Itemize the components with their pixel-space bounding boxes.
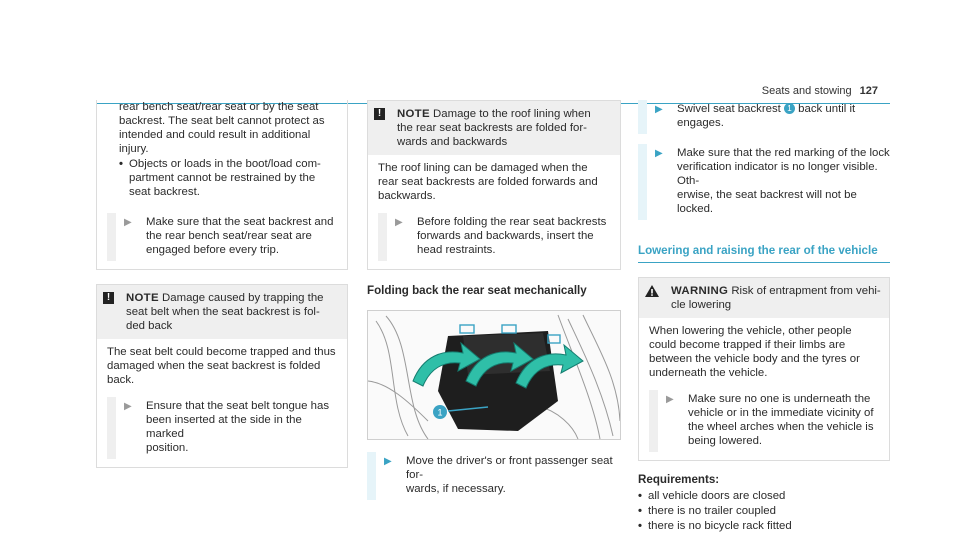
instruction-step	[638, 100, 890, 134]
list-item-text: there is no trailer coupled	[648, 505, 776, 517]
exclamation-icon: !	[374, 108, 385, 120]
intro-line: backrest. The seat belt cannot protect as	[119, 115, 325, 127]
column-3	[638, 100, 890, 533]
step-line: been inserted at the side in the marked	[146, 414, 302, 440]
list-item-line: Objects or loads in the boot/load com-	[129, 158, 321, 170]
note-head-line: wards and backwards	[397, 136, 508, 148]
list-item-text: all vehicle doors are closed	[648, 490, 786, 502]
warning-body-line: could become trapped if their limbs are	[649, 339, 846, 351]
list-item-line: seat backrest.	[129, 186, 200, 198]
instruction-step	[638, 144, 890, 220]
note-body-line: damaged when the seat backrest is folded	[107, 360, 321, 372]
bullet-dot-icon: •	[638, 520, 642, 532]
warning-body-line: underneath the vehicle.	[649, 367, 768, 379]
note-head-line: seat belt when the seat backrest is fol-	[126, 306, 320, 318]
arrow-right-icon: ▶	[666, 394, 674, 405]
intro-line: intended and could result in additional	[119, 129, 311, 141]
note-body-line: back.	[107, 374, 135, 386]
intro-line: rear bench seat/rear seat or by the seat	[119, 101, 319, 113]
list-item-line: partment cannot be restrained by the	[129, 172, 316, 184]
rear-seat-drawing	[368, 311, 621, 440]
page-number: 127	[859, 85, 878, 97]
step-text: back until it	[798, 103, 856, 115]
note-box	[367, 100, 621, 270]
instruction-step	[378, 213, 612, 261]
step-line: position.	[146, 442, 189, 454]
intro-line: injury.	[119, 143, 149, 155]
exclamation-icon: !	[103, 292, 114, 304]
warning-head-line: Risk of entrapment from vehi-	[731, 285, 881, 297]
note-head-line: Damage to the roof lining when	[433, 108, 591, 120]
step-line: vehicle or in the immediate vicinity of	[688, 407, 874, 419]
step-line: the wheel arches when the vehicle is	[688, 421, 874, 433]
arrow-right-icon: ▶	[655, 104, 663, 115]
warning-label: WARNING	[671, 285, 729, 297]
step-line: head restraints.	[417, 244, 496, 256]
note-body-line: rear seat backrests are folded forwards and	[378, 176, 598, 188]
warning-header	[639, 278, 889, 318]
figure-callout-number: 1	[437, 407, 443, 418]
step-line: erwise, the seat backrest will not be locked.	[677, 189, 857, 215]
note-header	[97, 285, 347, 339]
note-label: NOTE	[126, 292, 159, 304]
note-label: NOTE	[397, 108, 430, 120]
callout-number-badge: 1	[784, 103, 795, 114]
instruction-step	[107, 397, 339, 459]
warning-box	[638, 277, 890, 461]
note-head-line: Damage caused by trapping the	[162, 292, 324, 304]
arrow-right-icon: ▶	[384, 456, 392, 467]
arrow-right-icon: ▶	[395, 217, 403, 228]
step-line: verification indicator is no longer visible. Oth-	[677, 161, 878, 187]
step-line: Ensure that the seat belt tongue has	[146, 400, 330, 412]
section-heading: Lowering and raising the rear of the vehicle	[638, 244, 890, 263]
column-1	[96, 100, 348, 468]
note-head-line: ded back	[126, 320, 173, 332]
step-text: Swivel seat backrest	[677, 103, 781, 115]
list-item	[638, 519, 890, 533]
step-line: engaged before every trip.	[146, 244, 279, 256]
rear-seat-illustration	[367, 310, 621, 440]
step-line: Make sure no one is underneath the	[688, 393, 871, 405]
step-line: wards, if necessary.	[406, 483, 506, 495]
page-header	[762, 84, 878, 98]
warning-body-line: When lowering the vehicle, other people	[649, 325, 852, 337]
list-item	[119, 157, 339, 199]
subsection-heading: Folding back the rear seat mechanically	[367, 284, 587, 297]
step-line: forwards and backwards, insert the	[417, 230, 594, 242]
note-head-line: the rear seat backrests are folded for-	[397, 122, 587, 134]
warning-triangle-icon	[645, 285, 659, 297]
arrow-right-icon: ▶	[124, 217, 132, 228]
requirements-list	[638, 489, 890, 533]
step-line: the rear bench seat/rear seat are	[146, 230, 312, 242]
section-name: Seats and stowing	[761, 85, 852, 97]
column-2	[367, 100, 621, 500]
note-body-line: The seat belt could become trapped and thus	[107, 346, 336, 358]
note-body	[97, 339, 347, 467]
step-line: Before folding the rear seat backrests	[417, 216, 607, 228]
note-header	[368, 101, 620, 155]
note-body	[368, 155, 620, 269]
instruction-step	[107, 213, 339, 261]
warning-body	[639, 318, 889, 460]
warning-continuation-box	[96, 100, 348, 270]
bullet-dot-icon: •	[119, 158, 123, 170]
note-body-line: The roof lining can be damaged when the	[378, 162, 588, 174]
arrow-right-icon: ▶	[655, 148, 663, 159]
step-line: Make sure that the seat backrest and	[146, 216, 334, 228]
arrow-right-icon: ▶	[124, 401, 132, 412]
instruction-step	[649, 390, 881, 452]
step-line: Make sure that the red marking of the lock	[677, 147, 890, 159]
list-item-text: there is no bicycle rack fitted	[648, 520, 792, 532]
bullet-dot-icon: •	[638, 490, 642, 502]
list-item	[638, 504, 890, 518]
warning-body-line: between the vehicle body and the tyres or	[649, 353, 860, 365]
step-line: being lowered.	[688, 435, 763, 447]
note-body-line: backwards.	[378, 190, 436, 202]
instruction-step	[367, 452, 621, 500]
bullet-dot-icon: •	[638, 505, 642, 517]
note-box	[96, 284, 348, 468]
warning-head-line: cle lowering	[671, 299, 732, 311]
step-line: engages.	[677, 117, 724, 129]
step-line: Move the driver's or front passenger seat for-	[406, 455, 613, 481]
requirements-heading: Requirements:	[638, 473, 720, 486]
list-item	[638, 489, 890, 503]
